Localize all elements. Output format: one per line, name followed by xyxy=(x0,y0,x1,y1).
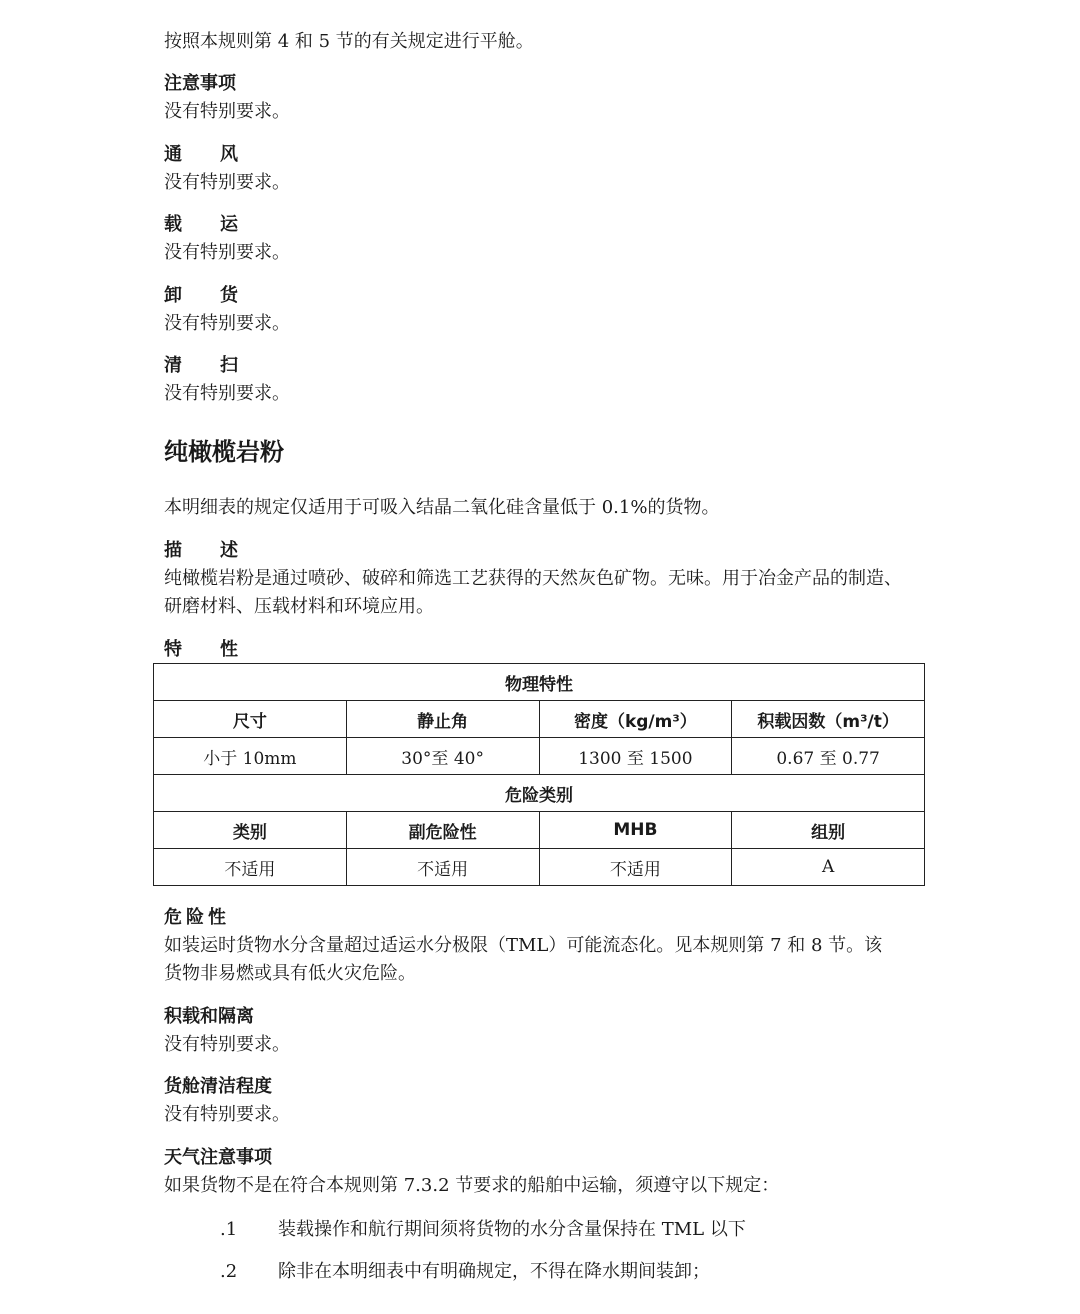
clean-up-body: 没有特别要求。 xyxy=(164,383,290,404)
heading-description: 描述 xyxy=(164,540,276,561)
heading-hold-cleanliness: 货舱清洁程度 xyxy=(164,1076,272,1097)
list-item-number: .2 xyxy=(220,1261,238,1282)
value-stowage-factor: 0.67 至 0.77 xyxy=(732,738,925,775)
value-mhb: 不适用 xyxy=(539,849,732,886)
value-subsidiary-hazard: 不适用 xyxy=(346,849,539,886)
ventilation-body: 没有特别要求。 xyxy=(164,172,290,193)
table-row xyxy=(154,812,925,849)
cargo-title: 纯橄榄岩粉 xyxy=(164,438,284,466)
table-row xyxy=(154,849,925,886)
hazard-line-1: 如装运时货物水分含量超过适运水分极限（TML）可能流态化。见本规则第 7 和 8 节。该 xyxy=(164,935,883,956)
header-bulk-density: 密度（kg/m³） xyxy=(539,701,732,738)
header-subsidiary-hazard: 副危险性 xyxy=(346,812,539,849)
list-item-text: 装载操作和航行期间须将货物的水分含量保持在 TML 以下 xyxy=(278,1219,746,1240)
hold-cleanliness-body: 没有特别要求。 xyxy=(164,1104,290,1125)
header-angle-of-repose: 静止角 xyxy=(346,701,539,738)
header-group: 组别 xyxy=(732,812,925,849)
heading-ventilation: 通风 xyxy=(164,144,276,165)
stowage-body: 没有特别要求。 xyxy=(164,1034,290,1055)
heading-notes: 注意事项 xyxy=(164,73,236,94)
header-size: 尺寸 xyxy=(154,701,347,738)
list-item-text: 除非在本明细表中有明确规定，不得在降水期间装卸； xyxy=(278,1261,710,1282)
table-row xyxy=(154,701,925,738)
header-stowage-factor: 积载因数（m³/t） xyxy=(732,701,925,738)
table-row xyxy=(154,664,925,701)
table-row xyxy=(154,738,925,775)
weather-body: 如果货物不是在符合本规则第 7.3.2 节要求的船舶中运输，须遵守以下规定： xyxy=(164,1175,780,1196)
physical-properties-title: 物理特性 xyxy=(154,664,925,701)
heading-hazard: 危险性 xyxy=(164,907,230,928)
discharge-body: 没有特别要求。 xyxy=(164,313,290,334)
hazard-line-2: 货物非易燃或具有低火灾危险。 xyxy=(164,963,416,984)
heading-stowage-segregation: 积载和隔离 xyxy=(164,1006,254,1027)
heading-clean-up: 清扫 xyxy=(164,355,276,376)
notes-body: 没有特别要求。 xyxy=(164,101,290,122)
value-size: 小于 10mm xyxy=(154,738,347,775)
header-class: 类别 xyxy=(154,812,347,849)
description-line-1: 纯橄榄岩粉是通过喷砂、破碎和筛选工艺获得的天然灰色矿物。无味。用于冶金产品的制造、 xyxy=(164,568,902,589)
header-mhb: MHB xyxy=(539,812,732,849)
heading-carriage: 载运 xyxy=(164,214,276,235)
heading-weather-precautions: 天气注意事项 xyxy=(164,1147,272,1168)
value-angle-of-repose: 30°至 40° xyxy=(346,738,539,775)
characteristics-table xyxy=(153,663,925,886)
carriage-body: 没有特别要求。 xyxy=(164,242,290,263)
intro-line: 按照本规则第 4 和 5 节的有关规定进行平舱。 xyxy=(164,31,534,52)
table-row xyxy=(154,775,925,812)
heading-discharge: 卸货 xyxy=(164,285,276,306)
value-class: 不适用 xyxy=(154,849,347,886)
value-group: A xyxy=(732,849,925,886)
applicability-note: 本明细表的规定仅适用于可吸入结晶二氧化硅含量低于 0.1%的货物。 xyxy=(164,497,720,518)
value-bulk-density: 1300 至 1500 xyxy=(539,738,732,775)
description-line-2: 研磨材料、压载材料和环境应用。 xyxy=(164,596,434,617)
heading-characteristics: 特性 xyxy=(164,639,276,660)
hazard-classification-title: 危险类别 xyxy=(154,775,925,812)
list-item-number: .1 xyxy=(220,1219,238,1240)
